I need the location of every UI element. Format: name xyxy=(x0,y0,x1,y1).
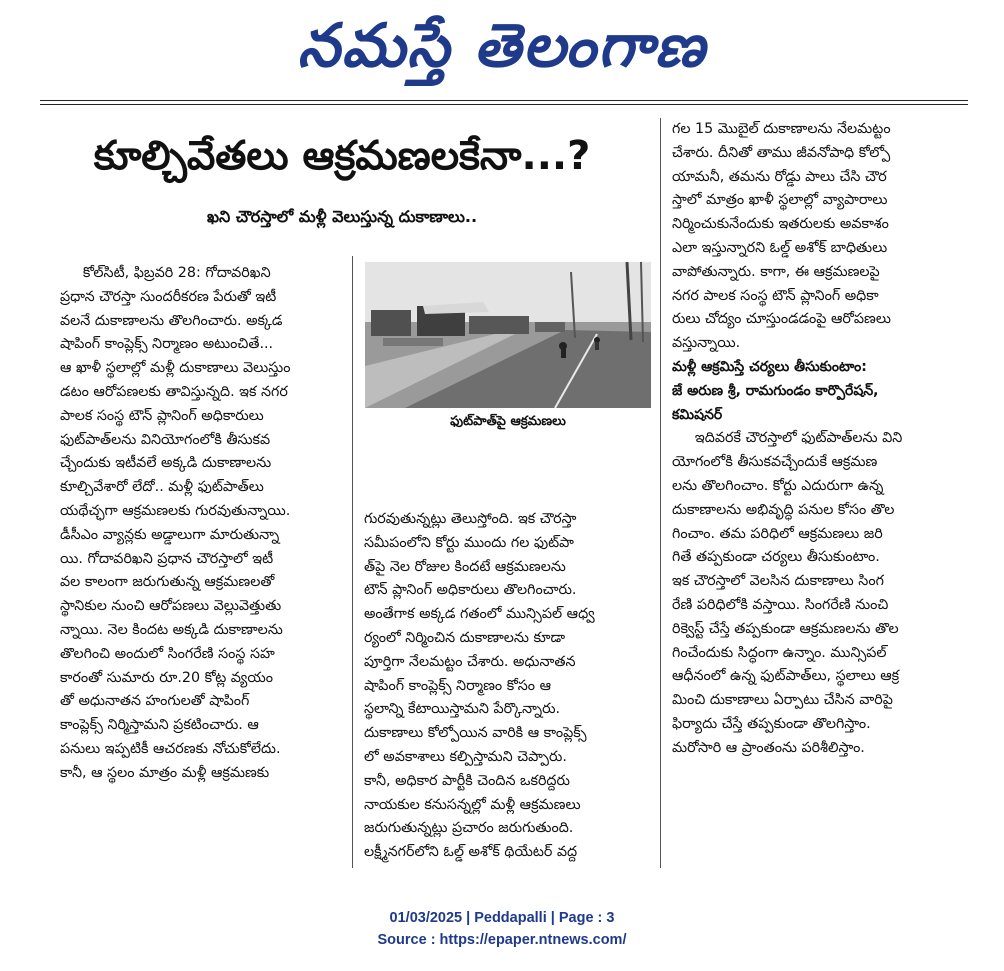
text-line: కోల్‌సిటీ, ఫిబ్రవరి 28: గోదావరిఖని xyxy=(82,265,271,281)
text-line: యథేచ్ఛగా ఆక్రమణలకు గురవుతున్నాయి. xyxy=(60,502,291,519)
text-line: లను తొలగించాం. కోర్టు ఎదురుగా ఉన్న xyxy=(672,477,884,494)
text-line: ఇక చౌరస్తాలో వెలసిన దుకాణాలు సింగ xyxy=(672,573,884,590)
text-line: టౌన్ ప్లానింగ్ అధికారులు తొలగించారు. xyxy=(364,582,577,599)
text-line: నగర పాలక సంస్థ టౌన్ ప్లానింగ్ అధికా xyxy=(672,287,879,304)
text-line: కమిషనర్ xyxy=(672,406,723,423)
text-line: జరుగుతున్నట్లు ప్రచారం జరుగుతుంది. xyxy=(364,820,574,837)
street-photo xyxy=(365,262,651,408)
text-line: చేశారు. దీనితో తాము జీవనోపాధి కోల్పో xyxy=(672,144,891,161)
text-line: తో అధునాతన హంగులతో షాపింగ్ xyxy=(60,693,250,710)
text-line: కానీ, ఆ స్థలం మాత్రం మళ్లీ ఆక్రమణకు xyxy=(60,764,270,781)
text-line: వలనే దుకాణాలను తొలగించారు. అక్కడ xyxy=(60,312,283,329)
text-line: చ్చేందుకు ఇటీవలే అక్కడి దుకాణాలను xyxy=(60,455,272,472)
text-line: వస్తున్నాయి. xyxy=(672,335,741,352)
text-line: గించేందుకు సిద్ధంగా ఉన్నాం. మున్సిపల్ xyxy=(672,644,887,661)
text-line: కానీ, అధికార పార్టీకి చెందిన ఒకరిద్దరు xyxy=(364,772,570,789)
text-line: న్నాయి. నెల కిందట అక్కడి దుకాణాలను xyxy=(60,621,283,638)
text-line: ఫుట్‌పాత్‌లను వినియోగంలోకి తీసుకవ xyxy=(60,431,271,448)
text-line: ఆ ఖాళీ స్థలాల్లో మళ్లీ దుకాణాలు వెలుస్తుం xyxy=(60,360,291,377)
text-line: లక్ష్మీనగర్‌లోని ఓల్డ్ అశోక్ థియేటర్ వద్ద xyxy=(364,844,578,861)
text-line: కాంప్లెక్స్ నిర్మిస్తామని ప్రకటించారు. ఆ xyxy=(60,717,259,734)
text-line: పనులు ఇప్పటికీ ఆచరణకు నోచుకోలేదు. xyxy=(60,740,281,757)
text-line: నాయకుల కనుసన్నల్లో మళ్లీ ఆక్రమణలు xyxy=(364,796,581,813)
text-line: షాపింగ్ కాంప్లెక్స్ నిర్మాణం అటుంచితే... xyxy=(60,336,274,353)
footer-date-edition: 01/03/2025 | Peddapalli | Page : 3 xyxy=(389,910,615,926)
text-line: నిర్మించుకునేందుకు ఇతరులకు అవకాశం xyxy=(672,216,889,233)
text-line: రేణి పరిధిలోకి వస్తాయి. సింగరేణి నుంచి xyxy=(672,596,889,613)
text-line: దుకాణాలను అభివృద్ధి పనుల కోసం తొల xyxy=(672,501,895,518)
text-line: త్‌పై నెల రోజుల కిందటే ఆక్రమణలను xyxy=(364,558,566,575)
footer-source: Source : https://epaper.ntnews.com/ xyxy=(377,932,627,948)
text-line: గితే తప్పకుండా చర్యలు తీసుకుంటాం. xyxy=(672,549,880,566)
text-line: అంతేగాక అక్కడ గతంలో మున్సిపల్ ఆధ్వ xyxy=(364,606,595,623)
text-line: ఫిర్యాదు చేస్తే తప్పకుండా తొలగిస్తాం. xyxy=(672,715,871,732)
text-line: మరోసారి ఆ ప్రాంతంను పరిశీలిస్తాం. xyxy=(672,739,865,756)
text-line: డటం ఆరోపణలకు తావిస్తున్నది. ఇక నగర xyxy=(60,383,288,400)
text-line: గించాం. తమ పరిధిలో ఆక్రమణలు జరి xyxy=(672,525,883,542)
photo-caption: ఫుట్‌పాత్‌పై ఆక్రమణలు xyxy=(450,414,566,429)
text-line: స్థానికుల నుంచి ఆరోపణలు వెల్లువెత్తుతు xyxy=(60,598,282,615)
text-line: ఆధీనంలో ఉన్న ఫుట్‌పాత్‌లు, స్థలాలు ఆక్ర xyxy=(672,668,900,685)
article-column-2 xyxy=(364,508,652,865)
article-subheadline: ఖని చౌరస్తాలో మళ్లీ వెలుస్తున్న దుకాణాలు.. xyxy=(206,207,478,226)
text-line: వల కాలంగా జరుగుతున్న ఆక్రమణలతో xyxy=(60,574,275,591)
text-line: తొలగించి అందులో సింగరేణి సంస్థ సహ xyxy=(60,645,275,662)
text-line: రిక్వెస్ట్ చేస్తే తప్పకుండా ఆక్రమణలను తొల xyxy=(672,620,899,637)
text-line: పూర్తిగా నేలమట్టం చేశారు. అధునాతన xyxy=(364,653,576,670)
masthead-rule-double xyxy=(40,104,968,105)
text-line: సమీపంలోని కోర్టు ముందు గల ఫుట్‌పా xyxy=(364,534,574,551)
masthead-rule xyxy=(40,100,968,101)
text-line: మళ్లీ ఆక్రమిస్తే చర్యలు తీసుకుంటాం: xyxy=(672,358,867,375)
text-line: గురవుతున్నట్లు తెలుస్తోంది. ఇక చౌరస్తా xyxy=(364,511,577,527)
text-line: ఇదివరకే చౌరస్తాలో ఫుట్‌పాత్‌లను విని xyxy=(694,430,903,447)
text-line: స్తాలో మాత్రం ఖాళీ స్థలాల్లో వ్యాపారాలు xyxy=(672,192,888,209)
text-line: వాపోతున్నారు. కాగా, ఈ ఆక్రమణలపై xyxy=(672,263,880,280)
text-line: యామనీ, తమను రోడ్డు పాలు చేసి చౌర xyxy=(672,168,887,185)
article-headline: కూల్చివేతలు ఆక్రమణలకేనా...? xyxy=(93,133,591,179)
newspaper-masthead: నమస్తే తెలంగాణ xyxy=(297,11,707,81)
text-line: ఎలా ఇస్తున్నారని ఓల్డ్ అశోక్ బాధితులు xyxy=(672,239,888,256)
article-column-1 xyxy=(60,262,342,786)
text-line: డీసీఎం వ్యాన్లకు అడ్డాలుగా మారుతున్నా xyxy=(60,526,280,543)
text-line: లో అవకాశాలు కల్పిస్తామని చెప్పారు. xyxy=(364,748,567,765)
text-line: గల 15 మొబైల్ దుకాణాలను నేలమట్టం xyxy=(672,121,891,137)
text-line: కారంతో సుమారు రూ.20 కోట్ల వ్యయం xyxy=(60,669,273,686)
column-divider xyxy=(352,256,353,868)
article-column-3 xyxy=(672,118,968,761)
text-line: రులు చోద్యం చూస్తుండడంపై ఆరోపణలు xyxy=(672,311,891,328)
text-line: దుకాణాలు కోల్పోయిన వారికి ఆ కాంప్లెక్స్ xyxy=(364,725,587,742)
text-line: జే అరుణ శ్రీ, రామగుండం కార్పొరేషన్, xyxy=(672,382,879,399)
text-line: యోగంలోకి తీసుకవచ్చేందుకే ఆక్రమణ xyxy=(672,454,878,471)
text-line: స్థలాన్ని కేటాయిస్తామని పేర్కొన్నారు. xyxy=(364,701,561,718)
text-line: మించి దుకాణాలు ఏర్పాటు చేసిన వారిపై xyxy=(672,692,893,709)
text-line: ర్యంలో నిర్మించిన దుకాణాలను కూడా xyxy=(364,629,566,646)
text-line: పాలక సంస్థ టౌన్ ప్లానింగ్ అధికారులు xyxy=(60,407,264,424)
text-line: యి. గోదావరిఖని ప్రధాన చౌరస్తాలో ఇటీ xyxy=(60,550,274,567)
text-line: ప్రధాన చౌరస్తా సుందరీకరణ పేరుతో ఇటీ xyxy=(60,288,277,305)
street-photo-image xyxy=(365,262,651,408)
text-line: షాపింగ్ కాంప్లెక్స్ నిర్మాణం కోసం ఆ xyxy=(364,677,551,694)
text-line: కూల్చివేశారో లేదో.. మళ్లీ ఫుట్‌పాత్‌లు xyxy=(60,479,264,496)
column-divider xyxy=(660,118,661,868)
